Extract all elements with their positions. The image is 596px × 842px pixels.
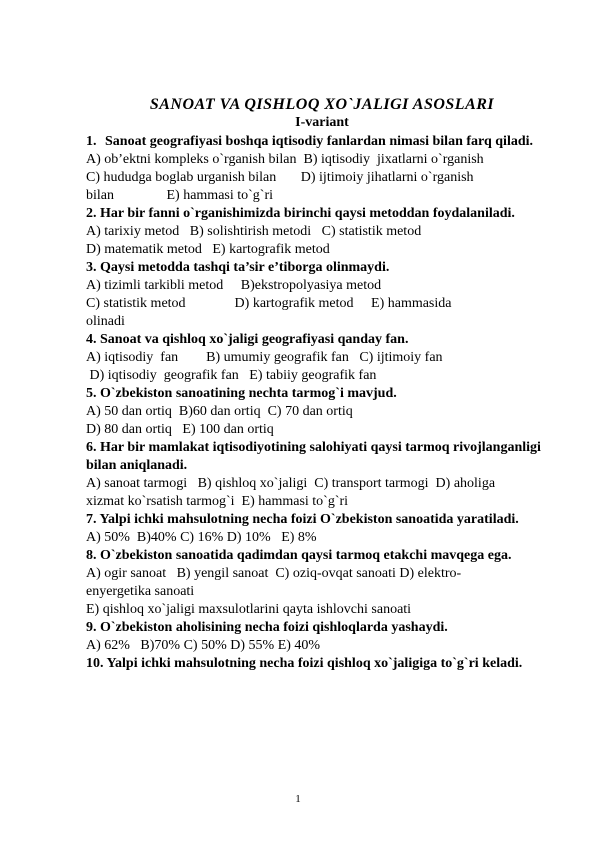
question-2: 2. Har bir fanni o`rganishimizda birinchi qaysi metoddan foydalaniladi. xyxy=(86,206,515,221)
page-number: 1 xyxy=(295,793,301,805)
question-number: 1. xyxy=(86,134,97,149)
answer-line: enyergetika sanoati xyxy=(86,584,195,599)
question-6: 6. Har bir mamlakat iqtisodiyotining salohiyati qaysi tarmoq rivojlanganligi bilan aniqlanadi. xyxy=(86,440,541,473)
answer-line: E) qishloq xo`jaligi maxsulotlarini qayta ishlovchi sanoati xyxy=(86,602,412,617)
document-page xyxy=(86,96,558,673)
question-7: 7. Yalpi ichki mahsulotning necha foizi O`zbekiston sanoatida yaratiladi. xyxy=(86,512,519,527)
question-1 xyxy=(86,133,558,151)
answer-line: C) statistik metod D) kartografik metod E) hammasida xyxy=(86,296,452,311)
answer-line: A) iqtisodiy fan B) umumiy geografik fan C) ijtimoiy fan xyxy=(86,350,443,365)
answer-line: bilan E) hammasi to`g`ri xyxy=(86,188,274,203)
answer-line: D) iqtisodiy geografik fan E) tabiiy geografik fan xyxy=(86,368,377,383)
answer-line: A) tarixiy metod B) solishtirish metodi C) statistik metod xyxy=(86,224,422,239)
question-text: Sanoat geografiyasi boshqa iqtisodiy fanlardan nimasi bilan farq qiladi. xyxy=(105,134,534,149)
answer-line: xizmat ko`rsatish tarmog`i E) hammasi to`g`ri xyxy=(86,494,349,509)
document-title: SANOAT VA QISHLOQ XO`JALIGI ASOSLARI xyxy=(149,96,495,113)
answer-line: C) hududga boglab urganish bilan D) ijtimoiy jihatlarni o`rganish xyxy=(86,170,474,185)
answer-line: A) 50 dan ortiq B)60 dan ortiq C) 70 dan ortiq xyxy=(86,404,353,419)
answer-line: A) tizimli tarkibli metod B)ekstropolyasiya metod xyxy=(86,278,382,293)
answer-line: olinadi xyxy=(86,314,125,329)
question-3: 3. Qaysi metodda tashqi ta’sir e’tiborga olinmaydi. xyxy=(86,260,390,275)
answer-line: A) 50% B)40% C) 16% D) 10% E) 8% xyxy=(86,530,317,545)
question-4: 4. Sanoat va qishloq xo`jaligi geografiyasi qanday fan. xyxy=(86,332,409,347)
question-10: 10. Yalpi ichki mahsulotning necha foizi qishloq xo`jaligiga to`g`ri keladi. xyxy=(86,656,523,671)
answer-line: D) matematik metod E) kartografik metod xyxy=(86,242,330,257)
question-8: 8. O`zbekiston sanoatida qadimdan qaysi tarmoq etakchi mavqega ega. xyxy=(86,548,512,563)
question-5: 5. O`zbekiston sanoatining nechta tarmog`i mavjud. xyxy=(86,386,397,401)
answer-line: A) sanoat tarmogi B) qishloq xo`jaligi C) transport tarmogi D) aholiga xyxy=(86,476,496,491)
variant-label: I-variant xyxy=(295,115,349,130)
question-9: 9. O`zbekiston aholisining necha foizi qishloqlarda yashaydi. xyxy=(86,620,448,635)
answer-line: A) 62% B)70% C) 50% D) 55% E) 40% xyxy=(86,638,321,653)
answer-line: A) ogir sanoat B) yengil sanoat C) oziq-ovqat sanoati D) elektro- xyxy=(86,566,462,581)
answer-line: D) 80 dan ortiq E) 100 dan ortiq xyxy=(86,422,274,437)
answer-line: A) ob’ektni kompleks o`rganish bilan B) iqtisodiy jixatlarni o`rganish xyxy=(86,152,484,167)
